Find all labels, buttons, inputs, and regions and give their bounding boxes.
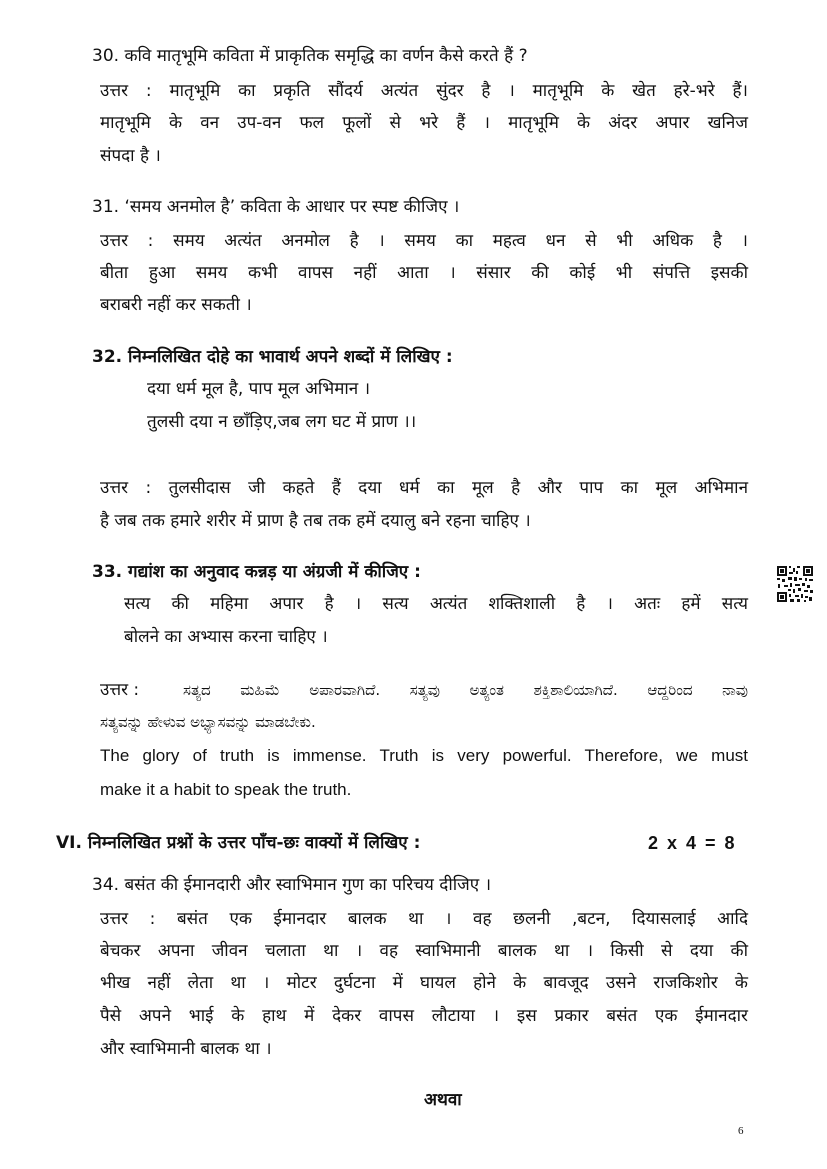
q30-answer-line-1: उत्तर : मातृभूमि का प्रकृति सौंदर्य अत्यंत सुंदर है । मातृभूमि के खेत हरे-भरे हैं।	[100, 81, 748, 101]
q33-kannada-line-2: ಸತ್ಯವನ್ನು ಹೇಳುವ ಅಭ್ಯಾಸವನ್ನು ಮಾಡಬೇಕು.	[100, 713, 316, 731]
q33-kannada-line-1: ಸತ್ಯದ ಮಹಿಮೆ ಅಪಾರವಾಗಿದೆ. ಸತ್ಯವು ಅತ್ಯಂತ ಶಕ್ತಿಶಾಲಿಯಾಗಿದೆ. ಆದ್ದರಿಂದ ನಾವು	[183, 681, 748, 699]
q33-question: 33. गद्यांश का अनुवाद कन्नड़ या अंग्रजी में कीजिए :	[92, 562, 421, 582]
page-number: 6	[738, 1125, 744, 1137]
q31-question: 31. ‘समय अनमोल है’ कविता के आधार पर स्पष्ट कीजिए ।	[92, 197, 460, 217]
q32-answer-line-1: उत्तर : तुलसीदास जी कहते हैं दया धर्म का मूल है और पाप का मूल अभिमान	[100, 478, 748, 498]
q31-answer-line-2: बीता हुआ समय कभी वापस नहीं आता । संसार की कोई भी संपत्ति इसकी	[100, 263, 748, 283]
q34-answer-line-4: पैसे अपने भाई के हाथ में देकर वापस लौटाया । इस प्रकार बसंत एक ईमानदार	[100, 1006, 748, 1026]
q34-answer-line-2: बेचकर अपना जीवन चलाता था । वह स्वाभिमानी बालक था । किसी से दया की	[100, 941, 748, 961]
q32-answer-line-2: है जब तक हमारे शरीर में प्राण है तब तक हमें दयालु बने रहना चाहिए ।	[100, 511, 531, 531]
q33-english-line-1: The glory of truth is immense. Truth is very powerful. Therefore, we must	[100, 746, 748, 765]
q33-answer-label: उत्तर :	[100, 680, 140, 700]
qr-code-icon	[776, 565, 814, 603]
q33-passage-line-1: सत्य की महिमा अपार है । सत्य अत्यंत शक्तिशाली है । अतः हमें सत्य	[124, 594, 748, 614]
q34-question: 34. बसंत की ईमानदारी और स्वाभिमान गुण का परिचय दीजिए ।	[92, 875, 492, 895]
athva-label: अथवा	[424, 1090, 462, 1110]
section-6-marks: 2 x 4 = 8	[648, 833, 737, 853]
q31-answer-line-3: बराबरी नहीं कर सकती ।	[100, 295, 252, 315]
q33-english-line-2: make it a habit to speak the truth.	[100, 780, 352, 799]
q34-answer-line-5: और स्वाभिमानी बालक था ।	[100, 1039, 272, 1059]
q31-answer-line-1: उत्तर : समय अत्यंत अनमोल है । समय का महत्व धन से भी अधिक है ।	[100, 231, 748, 251]
q30-answer-line-2: मातृभूमि के वन उप-वन फल फूलों से भरे हैं । मातृभूमि के अंदर अपार खनिज	[100, 113, 748, 133]
q30-answer-line-3: संपदा है ।	[100, 146, 161, 166]
q34-answer-line-1: उत्तर : बसंत एक ईमानदार बालक था । वह छलनी ,बटन, दियासलाई आदि	[100, 909, 748, 929]
q32-question: 32. निम्नलिखित दोहे का भावार्थ अपने शब्दों में लिखिए :	[92, 347, 453, 367]
q32-verse-line-2: तुलसी दया न छाँड़िए,जब लग घट में प्राण ।।	[147, 412, 417, 432]
q34-answer-line-3: भीख नहीं लेता था । मोटर दुर्घटना में घायल होने के बावजूद उसने राजकिशोर के	[100, 973, 748, 993]
q33-passage-line-2: बोलने का अभ्यास करना चाहिए ।	[124, 627, 328, 647]
q30-question: 30. कवि मातृभूमि कविता में प्राकृतिक समृद्धि का वर्णन कैसे करते हैं ?	[92, 46, 528, 66]
section-6-heading: VI. निम्नलिखित प्रश्नों के उत्तर पाँच-छः वाक्यों में लिखिए :	[56, 833, 421, 853]
q32-verse-line-1: दया धर्म मूल है, पाप मूल अभिमान ।	[147, 379, 371, 399]
